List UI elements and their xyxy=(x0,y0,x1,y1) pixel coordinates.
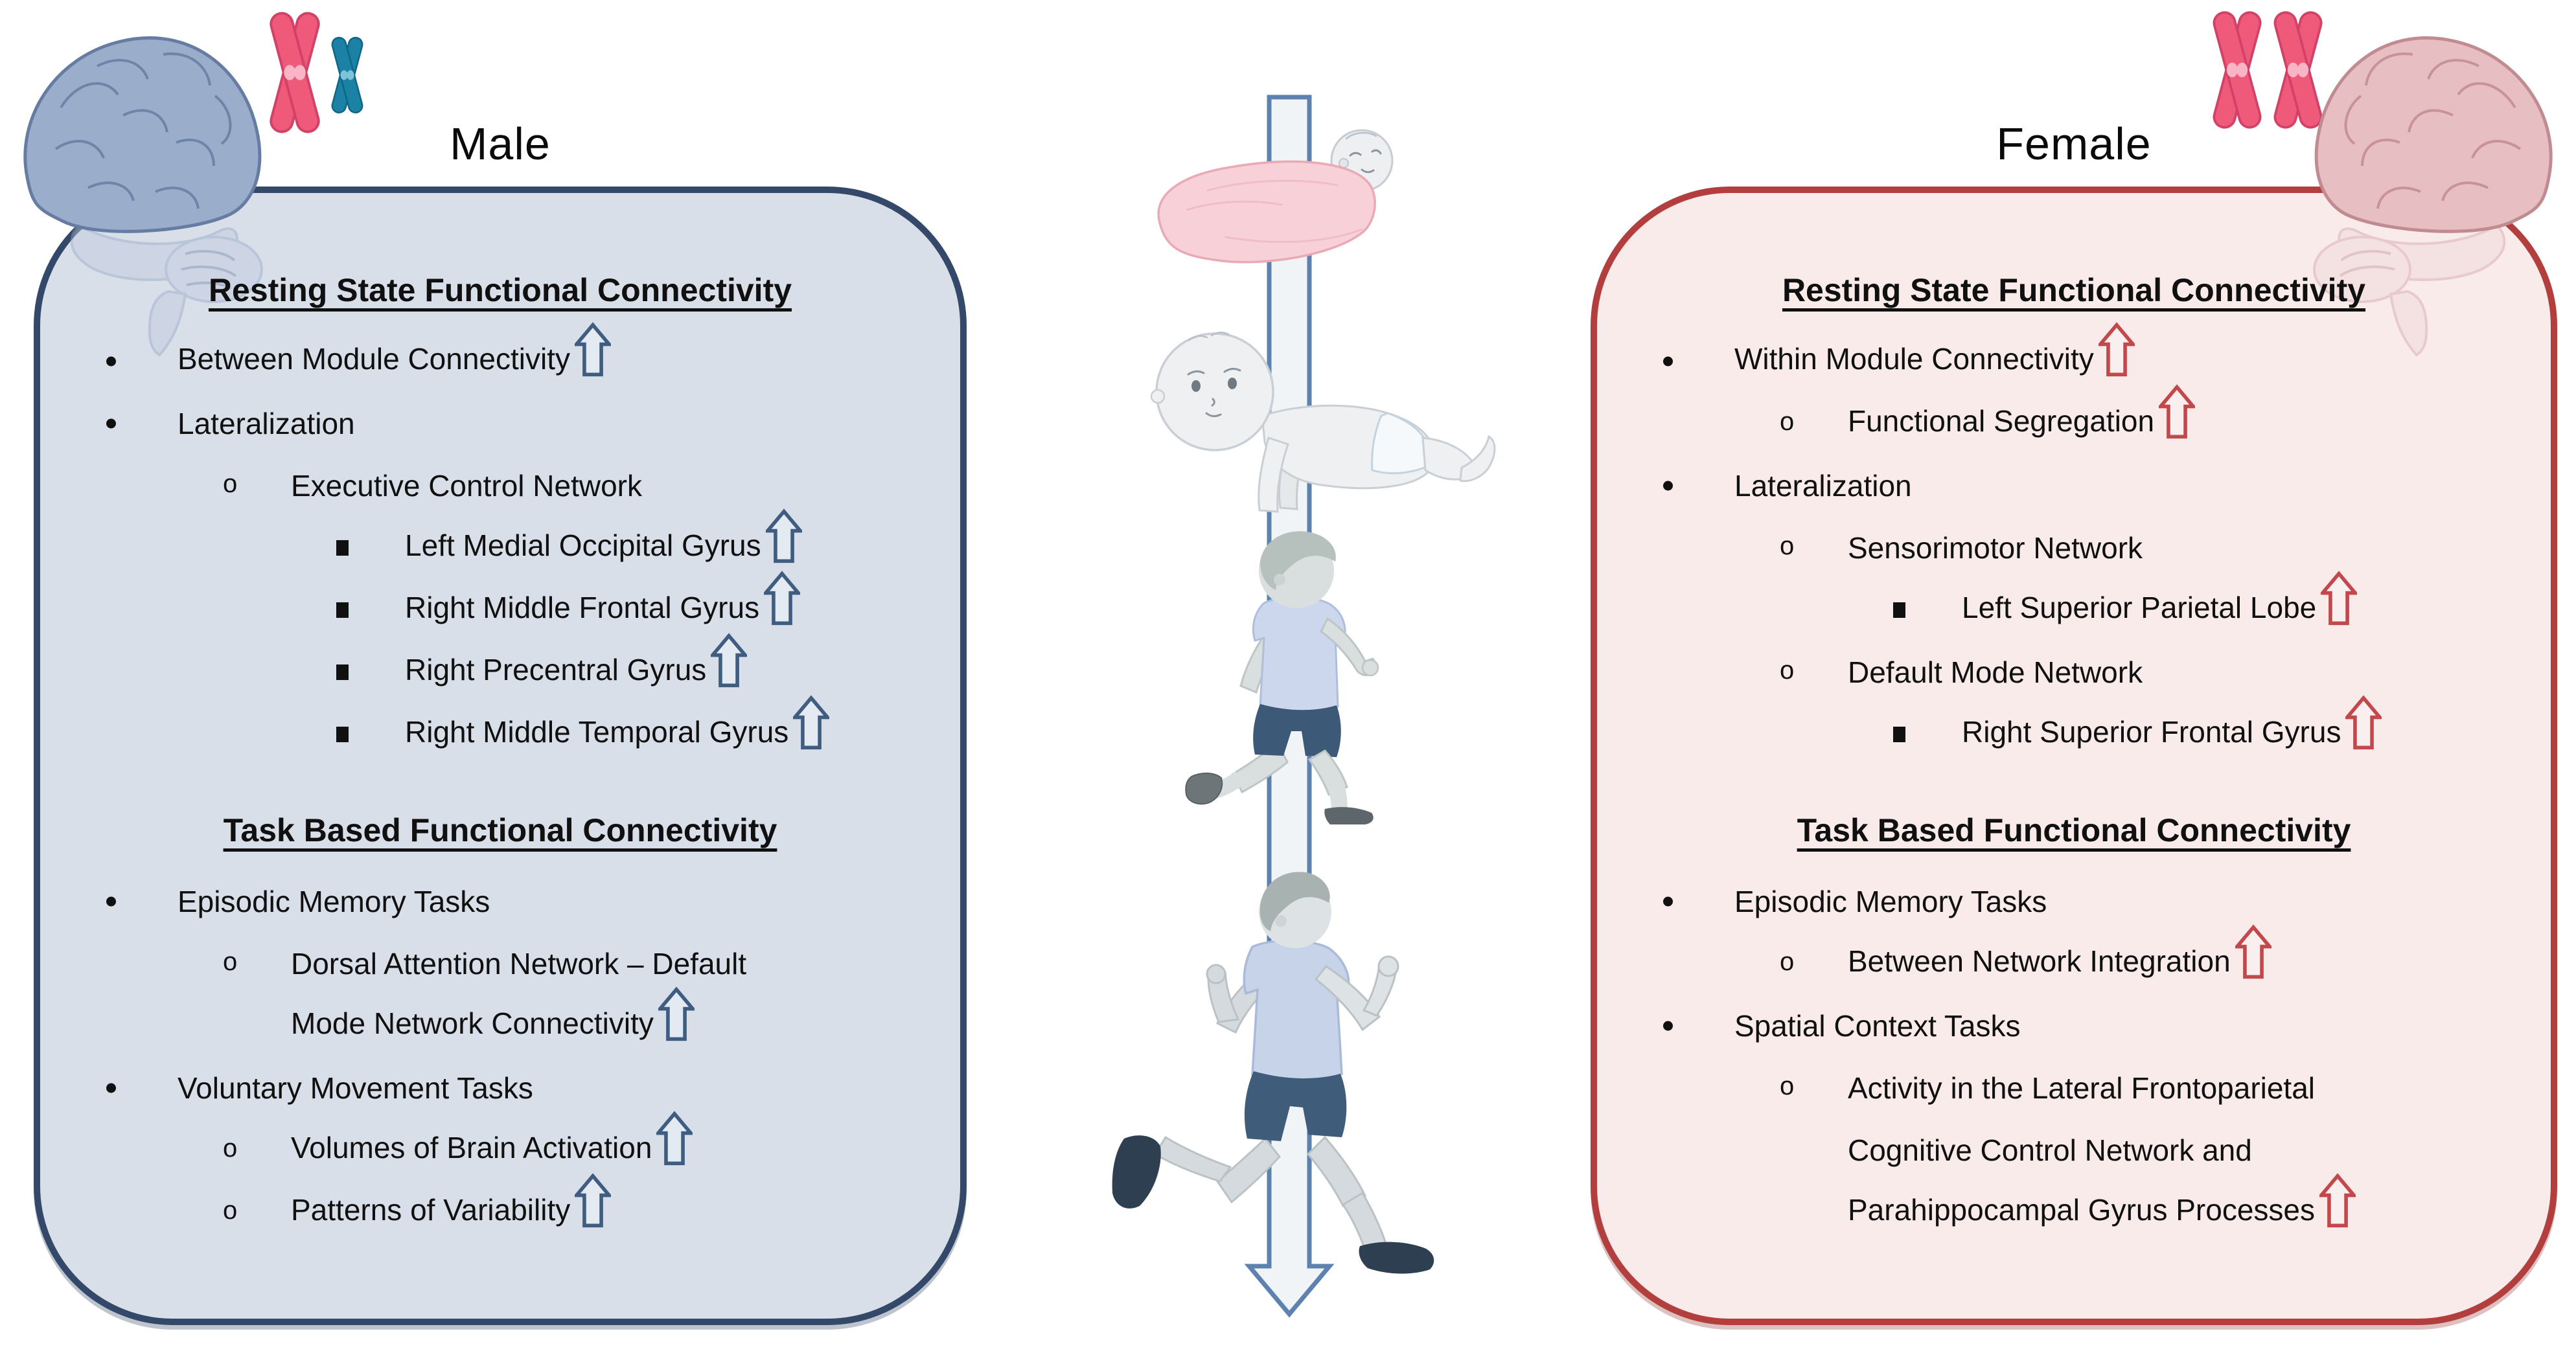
list-item-text: Episodic Memory Tasks xyxy=(178,885,490,918)
increase-up-arrow-icon xyxy=(656,1111,693,1166)
swaddled-newborn-icon xyxy=(1148,127,1405,275)
list-item-text: Between Network Integration xyxy=(1848,936,2271,992)
bullet-marker xyxy=(106,357,116,367)
increase-up-arrow-icon xyxy=(2319,1173,2356,1229)
bullet-marker xyxy=(1893,727,1905,742)
female-sections xyxy=(1591,187,2557,1243)
increase-up-arrow-icon xyxy=(2345,695,2382,751)
crawling-infant-icon xyxy=(1134,311,1497,531)
list-item xyxy=(34,392,967,455)
list-item xyxy=(1591,641,2557,703)
increase-up-arrow-icon xyxy=(793,695,829,751)
list-item-text: Left Superior Parietal Lobe xyxy=(1962,582,2357,638)
section-heading xyxy=(1591,799,2557,861)
bullet-marker: o xyxy=(223,1196,238,1225)
list-item-text: Right Middle Temporal Gyrus xyxy=(405,707,829,762)
list-item-text: Executive Control Network xyxy=(291,469,642,503)
list-item xyxy=(1591,933,2557,995)
increase-up-arrow-icon xyxy=(2321,571,2357,626)
list-item-text: Right Precentral Gyrus xyxy=(405,644,747,700)
list-item-text: Lateralization xyxy=(178,407,355,440)
increase-up-arrow-icon xyxy=(2159,384,2195,440)
section-heading xyxy=(34,259,967,321)
section-heading xyxy=(1591,259,2557,321)
female-title: Female xyxy=(1996,119,2152,169)
list-item xyxy=(34,995,967,1057)
increase-up-arrow-icon xyxy=(2235,924,2271,980)
list-item-text: Voluntary Movement Tasks xyxy=(178,1071,533,1105)
list-item xyxy=(1591,703,2557,766)
list-item-text: Spatial Context Tasks xyxy=(1734,1009,2021,1043)
male-sections xyxy=(34,187,967,1243)
list-item-text: Default Mode Network xyxy=(1848,655,2143,689)
list-item xyxy=(34,579,967,641)
bullet-marker: o xyxy=(223,1133,238,1163)
list-item-text: Within Module Connectivity xyxy=(1734,334,2135,389)
running-child-icon xyxy=(1181,520,1396,826)
list-item-text: Right Middle Frontal Gyrus xyxy=(405,582,800,638)
increase-up-arrow-icon xyxy=(2099,322,2135,378)
list-item xyxy=(1591,995,2557,1057)
bullet-marker: o xyxy=(223,947,238,976)
list-item-text: Parahippocampal Gyrus Processes xyxy=(1848,1185,2356,1240)
list-item xyxy=(1591,1181,2557,1243)
list-item xyxy=(34,1181,967,1243)
bullet-marker xyxy=(106,897,116,907)
list-item xyxy=(1591,517,2557,579)
list-item-text: Activity in the Lateral Frontoparietal xyxy=(1848,1071,2316,1105)
bullet-marker: o xyxy=(1780,655,1795,685)
list-item-text: Patterns of Variability xyxy=(291,1185,611,1240)
list-item xyxy=(34,870,967,933)
list-item xyxy=(34,1119,967,1181)
section-heading-text: Resting State Functional Connectivity xyxy=(208,272,792,308)
list-item xyxy=(1591,330,2557,392)
bullet-marker xyxy=(336,602,349,618)
bullet-marker: o xyxy=(1780,531,1795,560)
section-heading-text: Resting State Functional Connectivity xyxy=(1782,272,2366,308)
list-item xyxy=(1591,392,2557,455)
list-item-text: Left Medial Occipital Gyrus xyxy=(405,520,802,576)
list-item-text: Volumes of Brain Activation xyxy=(291,1122,693,1178)
running-adult-icon xyxy=(1098,860,1451,1295)
list-item xyxy=(34,933,967,995)
bullet-marker xyxy=(106,1084,116,1093)
increase-up-arrow-icon xyxy=(711,633,747,688)
list-item xyxy=(1591,455,2557,517)
section-heading xyxy=(34,799,967,861)
increase-up-arrow-icon xyxy=(575,322,611,378)
list-item xyxy=(1591,1057,2557,1119)
bullet-marker xyxy=(336,540,349,556)
list-item-text: Between Module Connectivity xyxy=(178,334,611,389)
bullet-marker: o xyxy=(1780,1071,1795,1100)
list-item-text: Right Superior Frontal Gyrus xyxy=(1962,707,2382,762)
bullet-marker: o xyxy=(223,469,238,498)
list-item-text: Functional Segregation xyxy=(1848,396,2195,451)
bullet-marker xyxy=(336,664,349,680)
list-item-text: Dorsal Attention Network – Default xyxy=(291,947,747,981)
bullet-marker xyxy=(336,727,349,742)
y-chromosome-icon-blue xyxy=(323,35,372,115)
section-heading-text: Task Based Functional Connectivity xyxy=(1797,812,2351,848)
list-item xyxy=(1591,579,2557,641)
bullet-marker xyxy=(1663,357,1673,367)
list-item xyxy=(34,703,967,766)
list-item xyxy=(34,455,967,517)
bullet-marker xyxy=(1663,1021,1673,1031)
bullet-marker xyxy=(1663,481,1673,491)
increase-up-arrow-icon xyxy=(658,986,695,1042)
increase-up-arrow-icon xyxy=(764,571,800,626)
male-title: Male xyxy=(450,119,551,169)
list-item-text: Lateralization xyxy=(1734,469,1912,503)
bullet-marker: o xyxy=(1780,947,1795,976)
bullet-marker xyxy=(1663,897,1673,907)
list-item xyxy=(34,641,967,703)
bullet-marker: o xyxy=(1780,407,1795,436)
list-item-text: Sensorimotor Network xyxy=(1848,531,2143,565)
list-item xyxy=(34,517,967,579)
list-item-text: Cognitive Control Network and xyxy=(1848,1133,2252,1167)
increase-up-arrow-icon xyxy=(575,1173,611,1229)
list-item xyxy=(34,330,967,392)
bullet-marker xyxy=(106,419,116,429)
list-item-text: Mode Network Connectivity xyxy=(291,998,695,1054)
list-item xyxy=(1591,870,2557,933)
list-item xyxy=(34,1057,967,1119)
increase-up-arrow-icon xyxy=(766,508,802,564)
list-item-text: Episodic Memory Tasks xyxy=(1734,885,2047,918)
bullet-marker xyxy=(1893,602,1905,618)
list-item xyxy=(1591,1119,2557,1181)
section-heading-text: Task Based Functional Connectivity xyxy=(223,812,777,848)
